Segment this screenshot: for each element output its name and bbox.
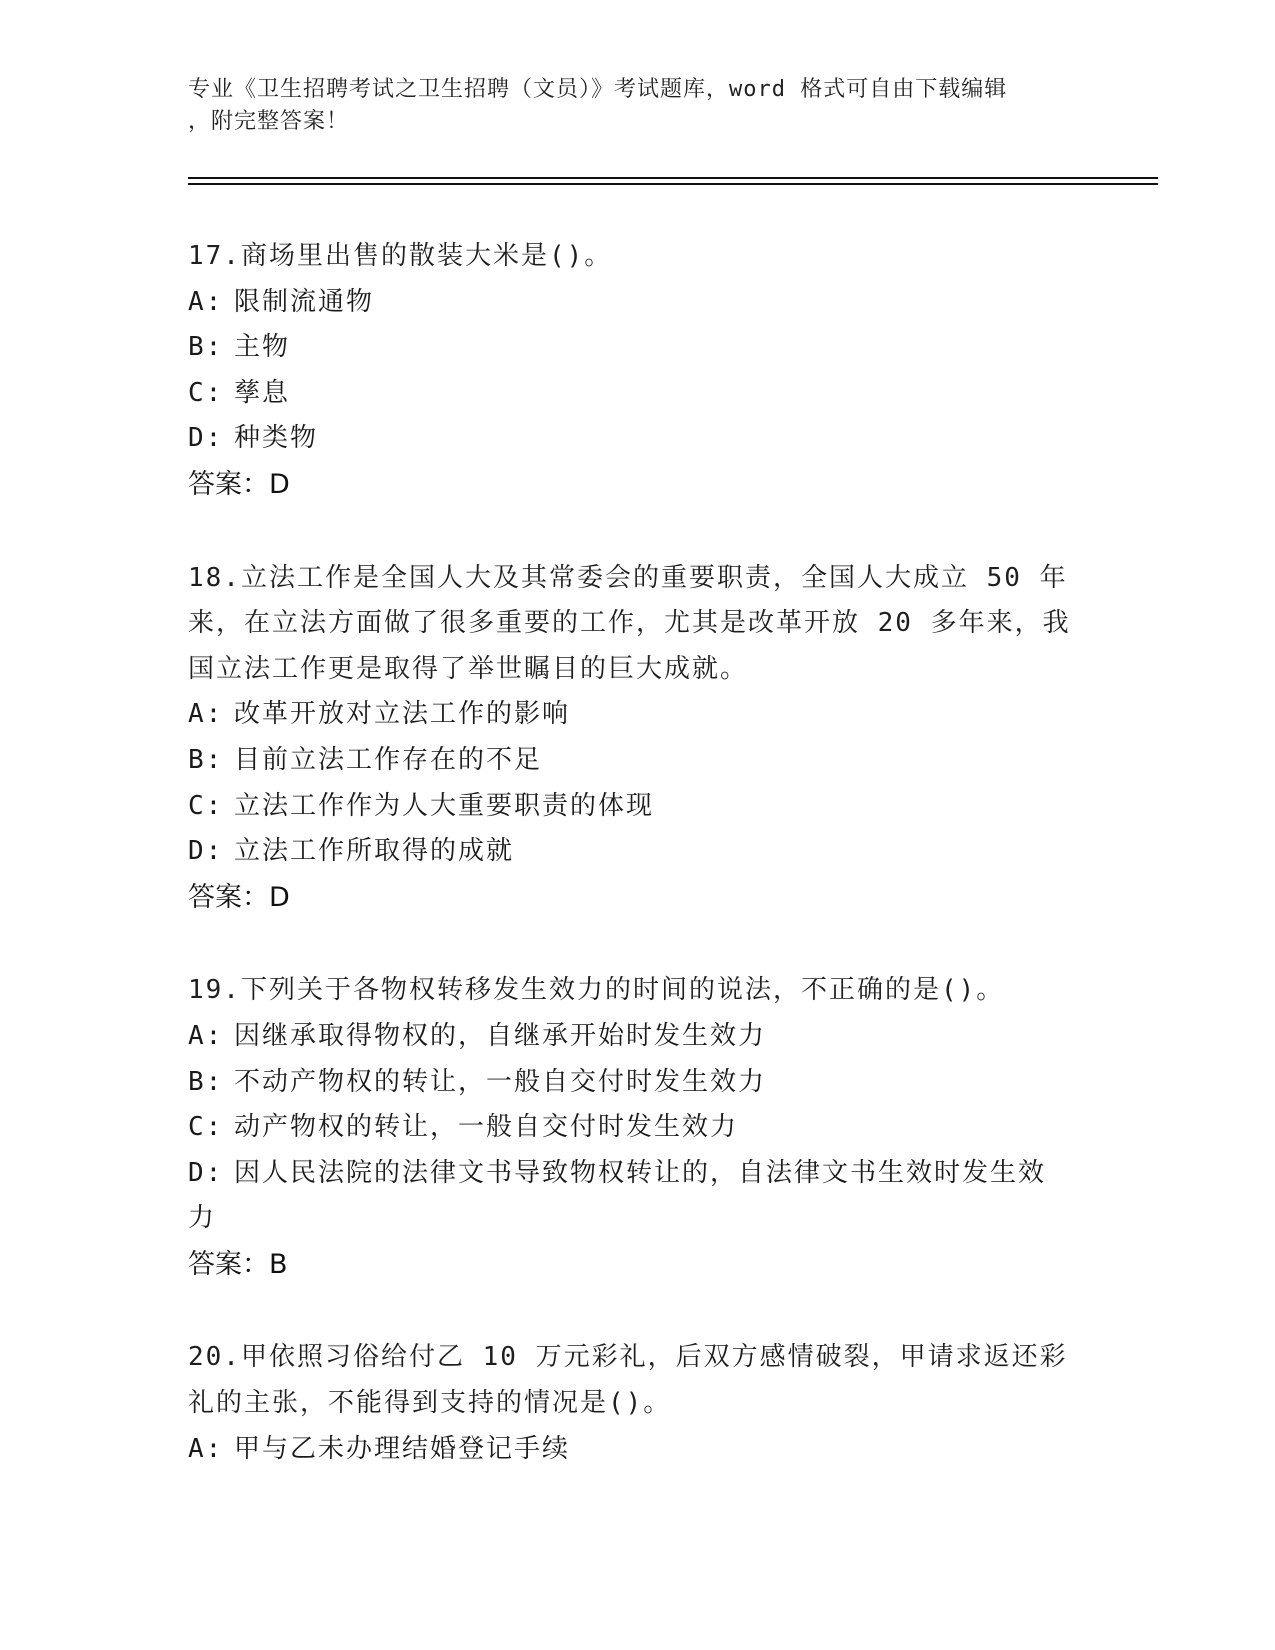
option-letter: D: [188, 423, 224, 454]
option-letter: B: [188, 332, 224, 363]
question-17 [188, 234, 1088, 508]
option-a [188, 1427, 1088, 1473]
option-letter: D: [188, 1157, 224, 1188]
option-letter: C: [188, 1112, 224, 1143]
question-stem: 19.下列关于各物权转移发生效力的时间的说法，不正确的是()。 [188, 975, 1005, 1006]
answer-line: 答案：D [188, 468, 290, 500]
option-c [188, 784, 1088, 830]
option-a [188, 280, 1088, 326]
option-text: 因人民法院的法律文书导致物权转让的，自法律文书生效时发生效 [234, 1157, 1047, 1188]
answer-line: 答案：D [188, 881, 290, 913]
option-letter: A: [188, 1020, 224, 1051]
option-text: 主物 [234, 332, 291, 363]
option-text: 甲与乙未办理结婚登记手续 [234, 1433, 571, 1464]
header-line-2: ，附完整答案！ [188, 109, 350, 134]
option-d [188, 829, 1088, 875]
question-18 [188, 556, 1088, 921]
option-letter: A: [188, 1433, 224, 1464]
option-b [188, 325, 1088, 371]
document-header [188, 74, 1088, 138]
question-19 [188, 968, 1088, 1287]
option-text: 动产物权的转让，一般自交付时发生效力 [234, 1112, 739, 1143]
answer-line: 答案：B [188, 1248, 288, 1280]
option-letter: A: [188, 699, 224, 730]
question-stem-line-2: 礼的主张，不能得到支持的情况是()。 [188, 1388, 672, 1419]
option-text: 立法工作所取得的成就 [234, 836, 515, 867]
option-a [188, 1014, 1088, 1060]
option-text: 限制流通物 [234, 286, 375, 317]
question-stem-line-1: 18.立法工作是全国人大及其常委会的重要职责，全国人大成立 50 年 [188, 562, 1068, 593]
option-letter: B: [188, 1066, 224, 1097]
option-a [188, 692, 1088, 738]
option-letter: C: [188, 790, 224, 821]
option-text: 不动产物权的转让，一般自交付时发生效力 [234, 1066, 767, 1097]
question-stem-line-2: 来，在立法方面做了很多重要的工作，尤其是改革开放 20 多年来，我 [188, 608, 1071, 639]
question-stem-line-3: 国立法工作更是取得了举世瞩目的巨大成就。 [188, 653, 749, 684]
option-d [188, 416, 1088, 462]
option-text: 立法工作作为人大重要职责的体现 [234, 790, 655, 821]
option-letter: A: [188, 286, 224, 317]
option-text: 目前立法工作存在的不足 [234, 744, 543, 775]
question-20 [188, 1335, 1088, 1472]
header-line-1: 专业《卫生招聘考试之卫生招聘（文员）》考试题库，word 格式可自由下载编辑 [188, 77, 1008, 102]
option-text: 种类物 [234, 423, 319, 454]
option-c [188, 1105, 1088, 1151]
option-text: 改革开放对立法工作的影响 [234, 699, 571, 730]
option-letter: C: [188, 377, 224, 408]
option-d [188, 1151, 1088, 1197]
header-divider [188, 177, 1158, 185]
option-letter: B: [188, 744, 224, 775]
option-c [188, 371, 1088, 417]
option-letter: D: [188, 836, 224, 867]
question-stem: 17.商场里出售的散装大米是()。 [188, 241, 613, 271]
option-d-continuation: 力 [188, 1203, 217, 1234]
option-b [188, 738, 1088, 784]
question-stem-line-1: 20.甲依照习俗给付乙 10 万元彩礼，后双方感情破裂，甲请求返还彩 [188, 1342, 1068, 1373]
option-text: 因继承取得物权的，自继承开始时发生效力 [234, 1020, 767, 1051]
question-list [188, 234, 1088, 1520]
option-text: 孳息 [234, 377, 291, 408]
option-b [188, 1060, 1088, 1106]
